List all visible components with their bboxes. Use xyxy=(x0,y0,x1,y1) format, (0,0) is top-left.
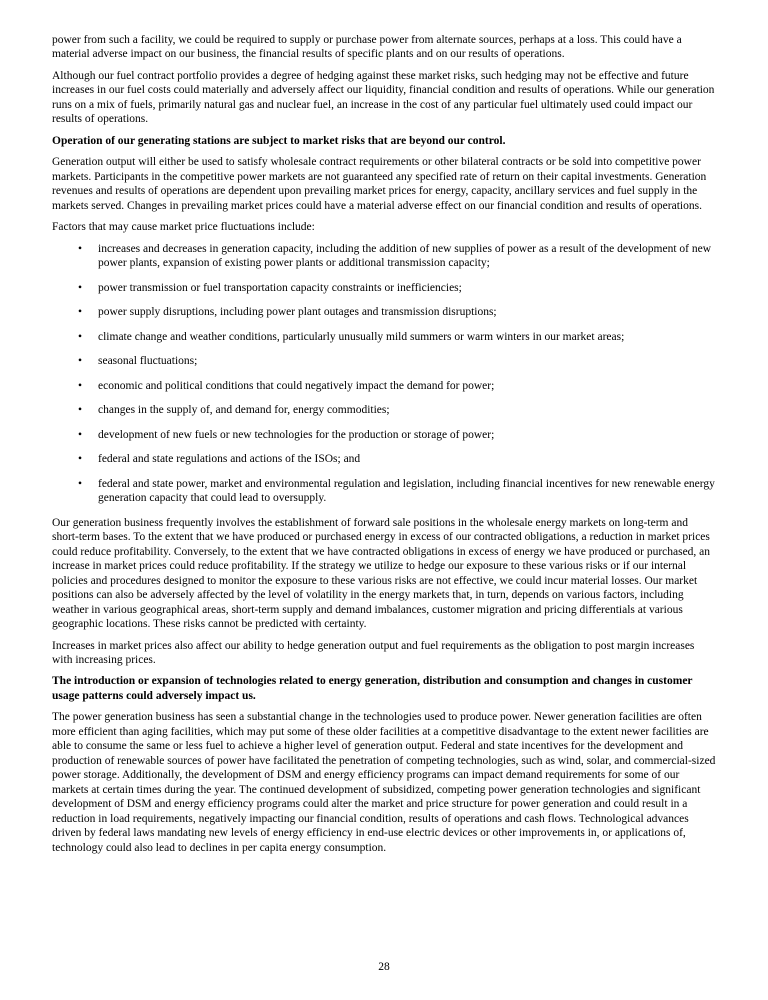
page-number: 28 xyxy=(378,960,390,973)
paragraph-fuel-hedging: Although our fuel contract portfolio provides a degree of hedging against these market risks, such hedging may not be effective and future increases in our fuel costs could materially and adversely affect our liquidity, financial condition and results of operations. While our generation runs on a mix of fuels, primarily natural gas and nuclear fuel, an increase in the cost of any particular fuel ultimately used could impact our results of operations. xyxy=(52,69,715,126)
bullet-item: • power transmission or fuel transportation capacity constraints or inefficiencies; xyxy=(52,281,716,295)
risk-heading-technologies: The introduction or expansion of technologies related to energy generation, distribution and consumption and changes in customer usage patterns could adversely impact us. xyxy=(52,675,693,702)
risk-heading-market-risks: Operation of our generating stations are subject to market risks that are beyond our control. xyxy=(52,134,506,147)
bullet-item: • federal and state power, market and environmental regulation and legislation, including financial incentives for new renewable energy generation capacity that could lead to oversupply. xyxy=(52,477,716,506)
paragraph-factors-intro: Factors that may cause market price fluctuations include: xyxy=(52,221,315,234)
bullet-item: • development of new fuels or new technologies for the production or storage of power; xyxy=(52,428,716,442)
bullet-item: • increases and decreases in generation capacity, including the addition of new supplies of power as a result of the development of new power plants, expansion of existing power plants or additional transmission capacity; xyxy=(52,242,716,271)
paragraph-technology-change: The power generation business has seen a substantial change in the technologies used to produce power. Newer generation facilities are often more efficient than aging facilities, which may put some of these older facilities at a competitive disadvantage to the extent newer facilities are able to consume the same or less fuel to achieve a higher level of generation output. Federal and state incentives for the development and production of renewable sources of power have facilitated the penetration of competing technologies, such as wind, solar, and commercial-sized power storage. Additionally, the development of DSM and energy efficiency programs can impact demand requirements for some of our markets at certain times during the year. The continued development of subsidized, competing power generation technologies and significant development of DSM and energy efficiency programs could alter the market and price structure for power generation and could result in a reduction in load requirements, negatively impacting our financial condition, results of operations and cash flows. Technological advances driven by federal laws mandating new levels of energy efficiency in end-use electric devices or other improvements in, or applications of, technology could also lead to declines in per capita energy consumption. xyxy=(52,711,716,854)
bullet-item: • seasonal fluctuations; xyxy=(52,354,716,368)
paragraph-continuation: power from such a facility, we could be required to supply or purchase power from alternate sources, perhaps at a loss. This could have a material adverse impact on our business, the financial results of specific plants and on our results of operations. xyxy=(52,34,682,61)
bullet-item: • changes in the supply of, and demand for, energy commodities; xyxy=(52,403,716,417)
bullet-item: • power supply disruptions, including power plant outages and transmission disruptions; xyxy=(52,305,716,319)
paragraph-margin-obligation: Increases in market prices also affect our ability to hedge generation output and fuel requirements as the obligation to post margin increases with increasing prices. xyxy=(52,639,695,666)
bullet-item: • federal and state regulations and actions of the ISOs; and xyxy=(52,452,716,466)
bullet-item: • climate change and weather conditions, particularly unusually mild summers or warm winters in our market areas; xyxy=(52,330,716,344)
bullet-item: • economic and political conditions that could negatively impact the demand for power; xyxy=(52,379,716,393)
market-price-factors-list xyxy=(52,242,716,506)
paragraph-forward-sale-positions: Our generation business frequently involves the establishment of forward sale positions in the wholesale energy markets on long-term and short-term bases. To the extent that we have produced or purchased energy in excess of our contracted obligations, a reduction in market prices could reduce profitability. Conversely, to the extent that we have contracted obligations in excess of energy we have produced or purchased, an increase in market prices could reduce profitability. If the strategy we utilize to hedge our exposure to these various risks or if our internal policies and procedures designed to monitor the exposure to these various risks are not effective, we could incur material losses. Our market positions can also be adversely affected by the level of volatility in the energy markets that, in turn, depends on various factors, including weather in various geographical areas, short-term supply and demand imbalances, customer migration and pricing differentials at various geographic locations. These risks cannot be predicted with certainty. xyxy=(52,516,711,631)
paragraph-generation-output: Generation output will either be used to satisfy wholesale contract requirements or other bilateral contracts or be sold into competitive power markets. Participants in the competitive power markets are not guaranteed any specified rate of return on their capital investments. Generation revenues and results of operations are dependent upon prevailing market prices for energy, capacity, ancillary services and fuel supply in the markets served. Changes in prevailing market prices could have a material adverse effect on our financial condition and results of operations. xyxy=(52,156,707,212)
